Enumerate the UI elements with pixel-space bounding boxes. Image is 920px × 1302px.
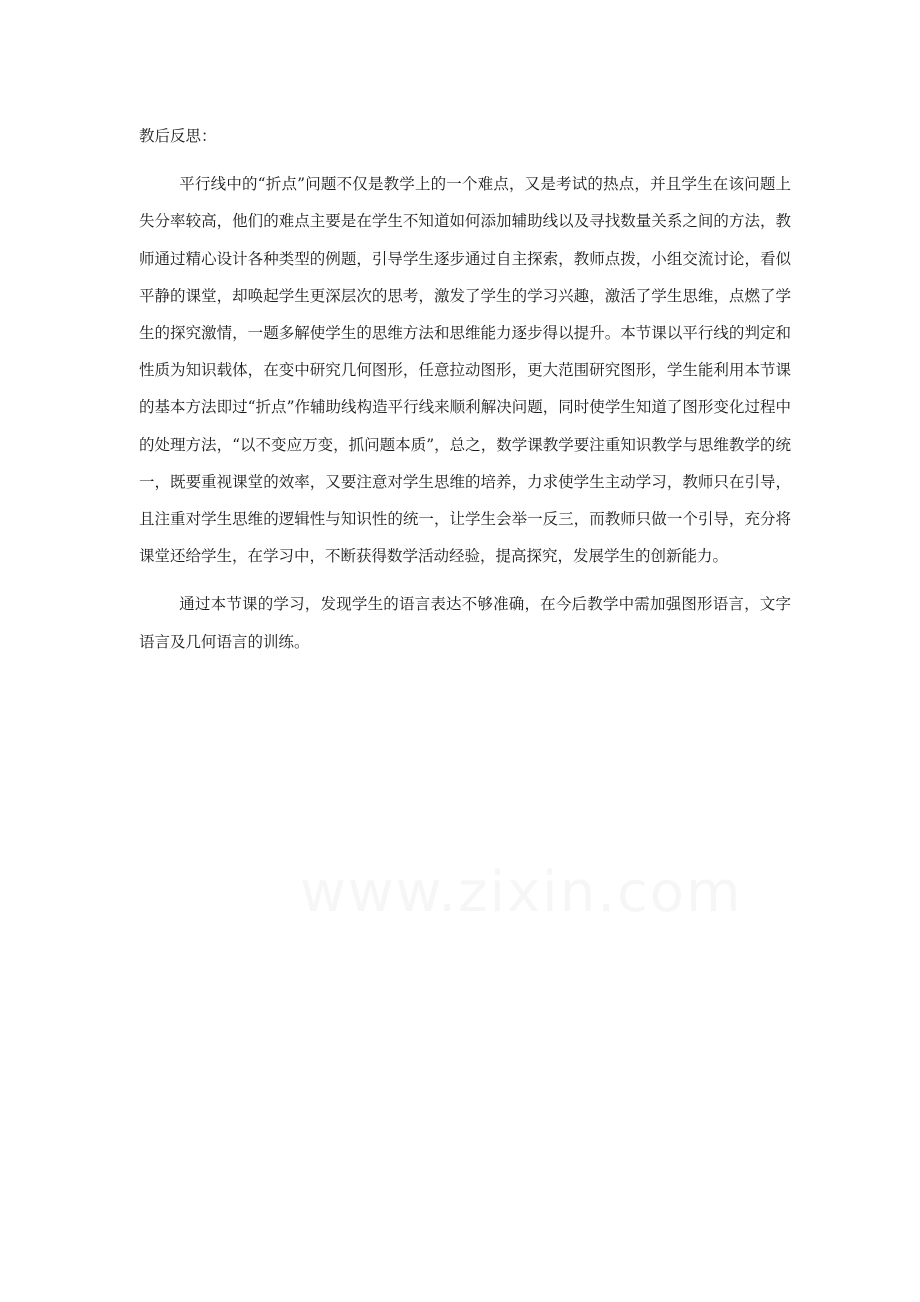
reflection-paragraph-2: 通过本节课的学习，发现学生的语言表达不够准确，在今后教学中需加强图形语言，文字语言及几何语言的训练。 xyxy=(139,595,791,651)
document-body xyxy=(139,118,791,661)
reflection-heading: 教后反思： xyxy=(139,127,217,145)
watermark-text xyxy=(300,860,620,925)
reflection-paragraph-1: 平行线中的“折点”问题不仅是教学上的一个难点，又是考试的热点，并且学生在该问题上失分率较高，他们的难点主要是在学生不知道如何添加辅助线以及寻找数量关系之间的方法，教师通过精心设计各种类型的例题，引导学生逐步通过自主探索，教师点拨，小组交流讨论，看似平静的课堂，却唤起学生更深层次的思考，激发了学生的学习兴趣，激活了学生思维，点燃了学生的探究激情，一题多解使学生的思维方法和思维能力逐步得以提升。本节课以平行线的判定和性质为知识载体，在变中研究几何图形，任意拉动图形，更大范围研究图形，学生能利用本节课的基本方法即过“折点”作辅助线构造平行线来顺利解决问题，同时使学生知道了图形变化过程中的处理方法，“以不变应万变，抓问题本质”，总之，数学课教学要注重知识教学与思维教学的统一，既要重视课堂的效率，又要注意对学生思维的培养，力求使学生主动学习，教师只在引导，且注重对学生思维的逻辑性与知识性的统一，让学生会举一反三，而教师只做一个引导，充分将课堂还给学生，在学习中，不断获得数学活动经验，提高探究，发展学生的创新能力。 xyxy=(139,175,791,566)
